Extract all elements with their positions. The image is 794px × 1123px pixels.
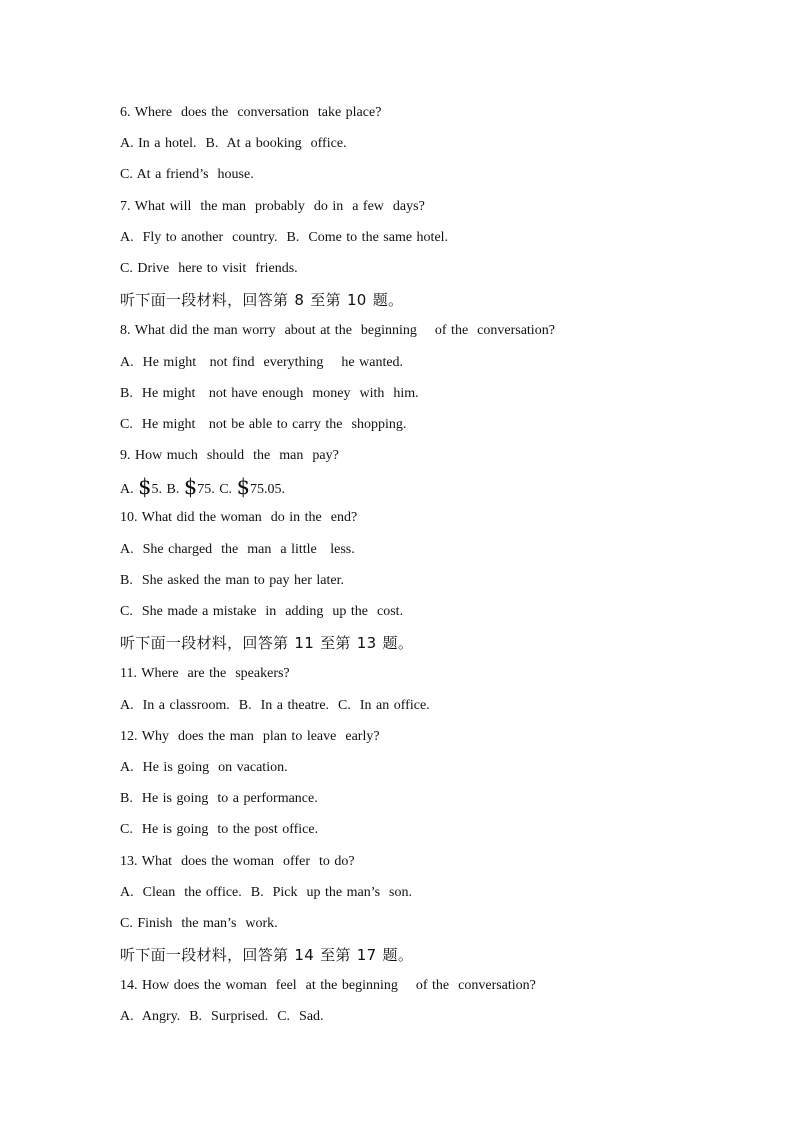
question-10-option-a: A. She charged the man a little less. [120,541,355,557]
question-6-option-c: C. At a friend’s house. [120,167,254,183]
question-8-option-b: B. He might not have enough money with him. [120,385,419,401]
question-8-option-c: C. He might not be able to carry the shopping. [120,416,407,432]
question-8-option-a: A. He might not find everything he wanted. [120,354,404,370]
dollar-sign-b: $ [183,475,198,500]
question-13-option-c: C. Finish the man’s work. [120,915,278,931]
section-instruction-11-13: 听下面一段材料，回答第 11 至第 13 题。 [120,634,414,653]
question-11-text: 11. Where are the speakers? [120,666,290,682]
dollar-sign-c: $ [236,475,250,500]
question-13-text: 13. What does the woman offer to do? [120,853,355,869]
dollar-sign-a: $ [138,475,152,500]
question-9-option-a-value: 5. B. [151,482,184,498]
question-10-text: 10. What did the woman do in the end? [120,510,358,526]
question-9-options [120,476,720,507]
question-14-text: 14. How does the woman feel at the beginning of the conversation? [120,978,536,994]
question-14-options: A. Angry. B. Surprised. C. Sad. [120,1009,324,1025]
question-12-option-b: B. He is going to a performance. [120,791,318,807]
question-10-option-b: B. She asked the man to pay her later. [120,572,344,588]
question-11-options: A. In a classroom. B. In a theatre. C. In an office. [120,697,430,713]
question-9-option-c-value: 75.05. [249,482,285,498]
question-6-options-ab: A. In a hotel. B. At a booking office. [120,136,347,152]
question-10-option-c: C. She made a mistake in adding up the cost. [120,604,404,619]
exam-content [120,102,720,1038]
question-9-option-b-value: 75. C. [197,482,237,498]
question-8-text: 8. What did the man worry about at the beginning of the conversation? [120,323,555,339]
question-13-options-ab: A. Clean the office. B. Pick up the man’s son. [120,884,412,900]
question-7-text: 7. What will the man probably do in a few days? [120,198,425,214]
question-9-text: 9. How much should the man pay? [120,448,339,464]
section-instruction-8-10: 听下面一段材料，回答第 8 至第 10 题。 [120,291,404,310]
question-12-option-a: A. He is going on vacation. [120,759,288,775]
question-12-text: 12. Why does the man plan to leave early? [120,728,380,744]
question-7-option-c: C. Drive here to visit friends. [120,260,298,276]
question-9-option-a-label: A. [120,482,139,498]
question-7-options-ab: A. Fly to another country. B. Come to the same hotel. [120,229,449,245]
question-12-option-c: C. He is going to the post office. [120,822,319,838]
question-6-text: 6. Where does the conversation take place? [120,105,382,120]
section-instruction-14-17: 听下面一段材料，回答第 14 至第 17 题。 [120,946,414,965]
